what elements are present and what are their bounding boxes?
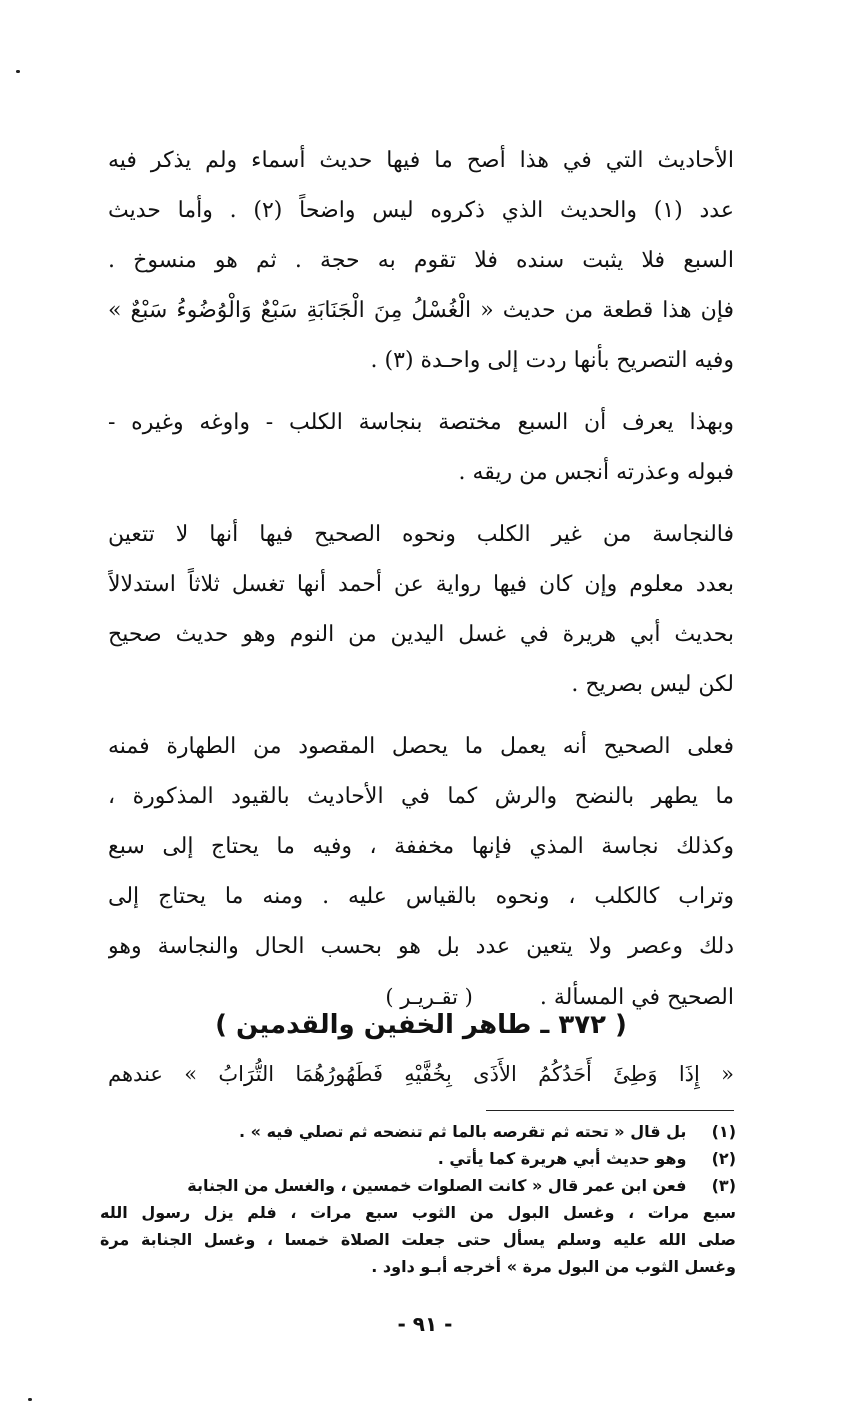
text-line: وكذلك نجاسة المذي فإنها مخففة ، وفيه ما يحتاج إلى سبع — [108, 834, 734, 859]
footnote-text: وهو حديث أبي هريرة كما يأتي . — [437, 1149, 687, 1168]
footnote-3 — [100, 1172, 736, 1199]
footnote-text: فعن ابن عمر قال « كانت الصلوات خمسين ، والغسل من الجنابة — [187, 1176, 687, 1195]
footnote-divider — [486, 1110, 734, 1111]
text-line: وتراب كالكلب ، ونحوه بالقياس عليه . ومنه ما يحتاج إلى — [108, 884, 734, 909]
footnote-line: صلى الله عليه وسلم يسأل حتى جعلت الصلاة خمسا ، وغسل الجنابة مرة — [100, 1230, 736, 1249]
text-line: دلك وعصر ولا يتعين عدد بل هو بحسب الحال والنجاسة وهو — [108, 934, 734, 959]
page-number: - ٩١ - — [397, 1312, 453, 1336]
paragraph-4 — [108, 722, 734, 1022]
text-line: بحديث أبي هريرة في غسل اليدين من النوم وهو حديث صحيح — [108, 622, 734, 647]
text-line: فعلى الصحيح أنه يعمل ما يحصل المقصود من الطهارة فمنه — [108, 734, 734, 759]
hadith-line: « إِذَا وَطِئَ أَحَدُكُمُ الأَذَى بِخُفَّيْهِ فَطَهُورُهُمَا التُّرَابُ » عندهم — [108, 1062, 734, 1086]
footnotes — [100, 1118, 736, 1280]
section-heading: ( ٣٧٢ ـ طاهر الخفين والقدمين ) — [215, 1010, 627, 1040]
text-line: لكن ليس بصريح . — [571, 672, 734, 697]
footnote-1 — [100, 1118, 736, 1145]
scan-speck — [28, 1398, 32, 1401]
footnote-number: (٢) — [711, 1149, 736, 1168]
text-line: وفيه التصريح بأنها ردت إلى واحـدة (٣) . — [370, 348, 734, 373]
footnote-text: بل قال « تحته ثم تقرصه بالما ثم تنضحه ثم تصلي فيه » . — [239, 1122, 687, 1141]
text-line: عدد (١) والحديث الذي ذكروه ليس واضحاً (٢) . وأما حديث — [108, 198, 734, 223]
main-text — [108, 136, 734, 1034]
text-line: الصحيح في المسألة . — [539, 985, 734, 1010]
text-line: وبهذا يعرف أن السبع مختصة بنجاسة الكلب - واوغه وغيره - — [108, 410, 734, 435]
text-line: السبع فلا يثبت سنده فلا تقوم به حجة . ثم هو منسوخ . — [108, 248, 734, 273]
paragraph-3 — [108, 510, 734, 710]
scan-speck — [16, 70, 20, 73]
paragraph-2 — [108, 398, 734, 498]
footnote-number: (١) — [711, 1122, 736, 1141]
text-line: فالنجاسة من غير الكلب ونحوه الصحيح فيها أنها لا تتعين — [108, 522, 734, 547]
footnote-number: (٣) — [711, 1176, 736, 1195]
footnote-line: وغسل الثوب من البول مرة » أخرجه أبـو داود . — [371, 1257, 736, 1276]
paragraph-1 — [108, 136, 734, 386]
text-line: الأحاديث التي في هذا أصح ما فيها حديث أسماء ولم يذكر فيه — [108, 148, 734, 173]
source-label: ( تقـريـر ) — [385, 985, 473, 1009]
footnote-line: سبع مرات ، وغسل البول من الثوب سبع مرات ، فلم يزل رسول الله — [100, 1203, 736, 1222]
text-line: فإن هذا قطعة من حديث « الْغُسْلُ مِنَ الْجَنَابَةِ سَبْعٌ وَالْوُضُوءُ سَبْعٌ » — [108, 298, 734, 323]
text-line: ما يطهر بالنضح والرش كما في الأحاديث بالقيود المذكورة ، — [108, 784, 734, 809]
footnote-2 — [100, 1145, 736, 1172]
text-line: بعدد معلوم وإن كان فيها رواية عن أحمد أنها تغسل ثلاثاً استدلالاً — [108, 572, 734, 597]
text-line: فبوله وعذرته أنجس من ريقه . — [458, 460, 734, 485]
